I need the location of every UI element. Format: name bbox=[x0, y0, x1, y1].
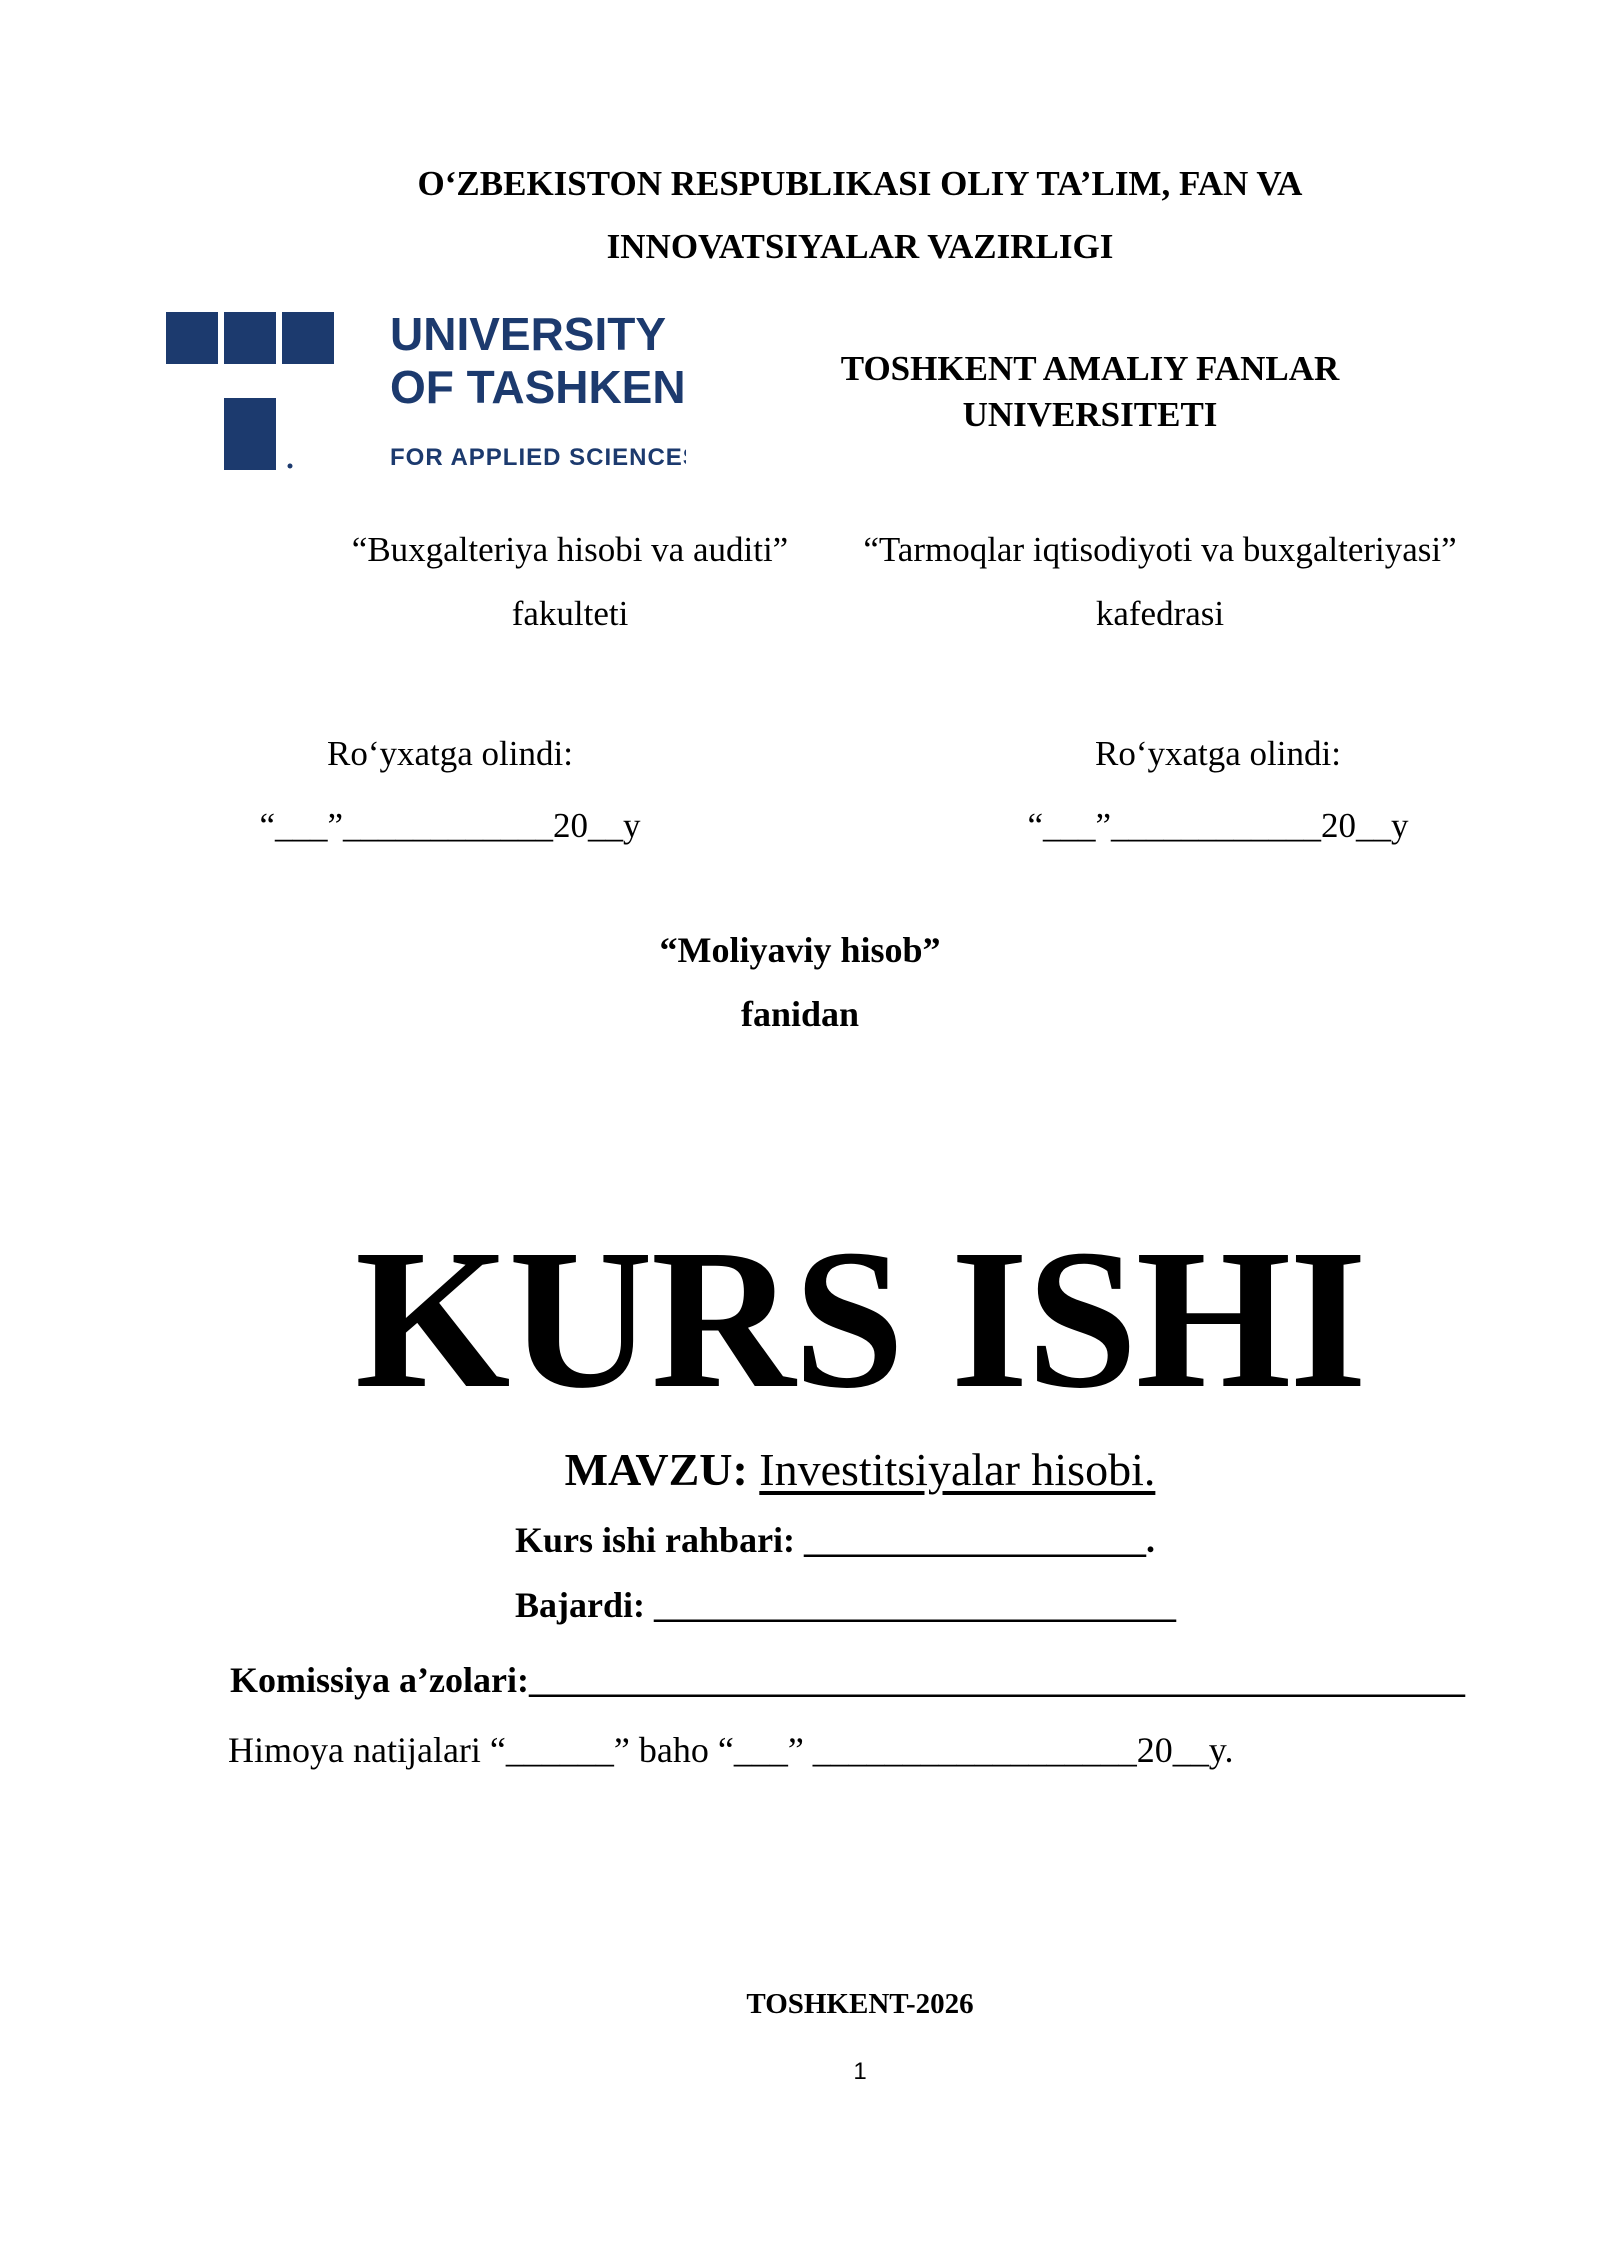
subject-name: “Moliyaviy hisob” bbox=[659, 930, 941, 970]
logo-text-line-3: FOR APPLIED SCIENCES bbox=[390, 444, 686, 471]
department-name: “Tarmoqlar iqtisodiyoti va buxgalteriyasi” bbox=[863, 530, 1457, 569]
ministry-line-1: O‘ZBEKISTON RESPUBLIKASI OLIY TA’LIM, FAN VA bbox=[417, 164, 1303, 203]
registration-left-label: Ro‘yxatga olindi: bbox=[327, 734, 573, 773]
performed-by-blank: _____________________________ bbox=[654, 1585, 1176, 1625]
supervisor-line bbox=[515, 1512, 1155, 1568]
document-title: KURS ISHI bbox=[354, 1209, 1366, 1430]
ministry-header bbox=[300, 152, 1420, 278]
faculty-block bbox=[270, 518, 870, 646]
logo-text-line-1: UNIVERSITY bbox=[390, 308, 667, 360]
registration-right-label: Ro‘yxatga olindi: bbox=[1095, 734, 1341, 773]
department-block bbox=[810, 518, 1510, 646]
page-number: 1 bbox=[853, 2058, 867, 2085]
faculty-name: “Buxgalteriya hisobi va auditi” bbox=[351, 530, 789, 569]
commission-blank: ____________________________________________________ bbox=[528, 1660, 1465, 1700]
registration-right bbox=[978, 718, 1458, 862]
supervisor-blank: ___________________. bbox=[804, 1520, 1156, 1560]
university-name bbox=[780, 346, 1400, 438]
topic-value: Investitsiyalar hisobi. bbox=[759, 1444, 1156, 1495]
registration-left-date: “___”____________20__y bbox=[259, 806, 641, 845]
commission-label: Komissiya a’zolari: bbox=[230, 1660, 529, 1700]
registration-left bbox=[210, 718, 690, 862]
defense-results-line: Himoya natijalari “______” baho “___” __________________20__y. bbox=[228, 1730, 1234, 1770]
ministry-line-2: INNOVATSIYALAR VAZIRLIGI bbox=[606, 227, 1114, 266]
university-logo bbox=[166, 308, 686, 478]
topic-label: MAVZU: bbox=[564, 1444, 748, 1495]
university-name-line-2: UNIVERSITETI bbox=[962, 395, 1218, 434]
university-name-line-1: TOSHKENT AMALIY FANLAR bbox=[840, 349, 1340, 388]
supervisor-label: Kurs ishi rahbari: bbox=[515, 1520, 796, 1560]
registration-right-date: “___”____________20__y bbox=[1027, 806, 1409, 845]
footer-city-year: TOSHKENT-2026 bbox=[746, 1988, 974, 2020]
department-label: kafedrasi bbox=[1095, 594, 1225, 633]
performed-by-line bbox=[515, 1577, 1176, 1633]
topic-line bbox=[0, 1440, 1600, 1500]
faculty-label: fakulteti bbox=[511, 594, 629, 633]
performed-by-label: Bajardi: bbox=[515, 1585, 645, 1625]
subject-block bbox=[0, 918, 1600, 1046]
logo-mark-icon bbox=[166, 308, 686, 478]
logo-text-line-2: OF TASHKENT bbox=[390, 361, 686, 413]
subject-suffix: fanidan bbox=[740, 994, 860, 1034]
commission-line bbox=[230, 1652, 1465, 1708]
